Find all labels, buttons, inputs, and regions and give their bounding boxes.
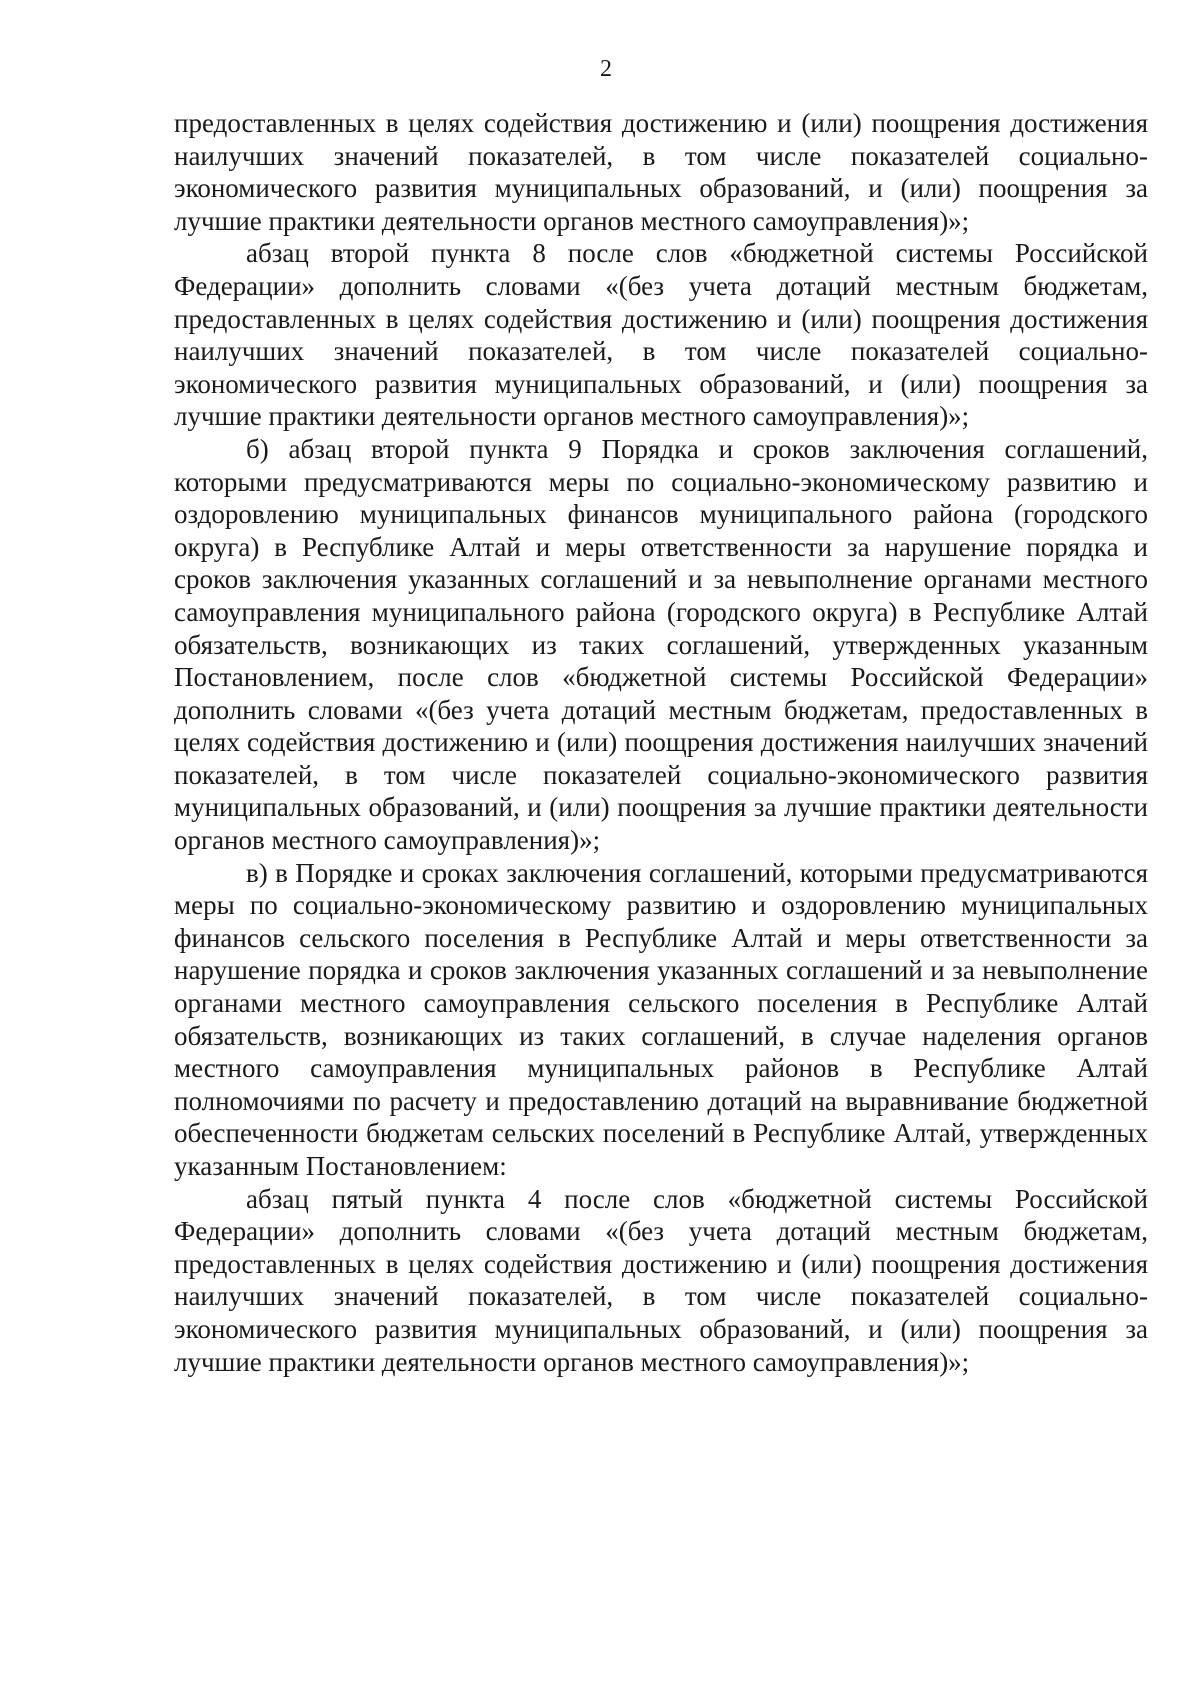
page-number: 2 [600, 56, 612, 82]
paragraph-item-b: б) абзац второй пункта 9 Порядка и сроков заключения соглашений, которыми предусматриваются меры по социально-экономическому развитию и оздоровлению муниципальных финансов муниципального района (городского округа) в Республике Алтай и меры ответственности за нарушение порядка и сроков заключения указанных соглашений и за невыполнение органами местного самоуправления муниципального района (городского округа) в Республике Алтай обязательств, возникающих из таких соглашений, утвержденных указанным Постановлением, после слов «бюджетной системы Российской Федерации» дополнить словами «(без учета дотаций местным бюджетам, предоставленных в целях содействия достижению и (или) поощрения достижения наилучших значений показателей, в том числе показателей социально-экономического развития муниципальных образований, и (или) поощрения за лучшие практики деятельности органов местного самоуправления)»; [174, 433, 1148, 856]
paragraph-item-8: абзац второй пункта 8 после слов «бюджетной системы Российской Федерации» дополнить словами «(без учета дотаций местным бюджетам, предоставленных в целях содействия достижению и (или) поощрения достижения наилучших значений показателей, в том числе показателей социально-экономического развития муниципальных образований, и (или) поощрения за лучшие практики деятельности органов местного самоуправления)»; [174, 238, 1148, 432]
paragraph-continuation: предоставленных в целях содействия достижению и (или) поощрения достижения наилучших значений показателей, в том числе показателей социально-экономического развития муниципальных образований, и (или) поощрения за лучшие практики деятельности органов местного самоуправления)»; [174, 108, 1148, 236]
document-body [174, 107, 1148, 1378]
paragraph-item-4: абзац пятый пункта 4 после слов «бюджетной системы Российской Федерации» дополнить словами «(без учета дотаций местным бюджетам, предоставленных в целях содействия достижению и (или) поощрения достижения наилучших значений показателей, в том числе показателей социально-экономического развития муниципальных образований, и (или) поощрения за лучшие практики деятельности органов местного самоуправления)»; [174, 1183, 1148, 1377]
paragraph-item-v: в) в Порядке и сроках заключения соглашений, которыми предусматриваются меры по социально-экономическому развитию и оздоровлению муниципальных финансов сельского поселения в Республике Алтай и меры ответственности за нарушение порядка и сроков заключения указанных соглашений и за невыполнение органами местного самоуправления сельского поселения в Республике Алтай обязательств, возникающих из таких соглашений, в случае наделения органов местного самоуправления муниципальных районов в Республике Алтай полномочиями по расчету и предоставлению дотаций на выравнивание бюджетной обеспеченности бюджетам сельских поселений в Республике Алтай, утвержденных указанным Постановлением: [174, 857, 1148, 1181]
